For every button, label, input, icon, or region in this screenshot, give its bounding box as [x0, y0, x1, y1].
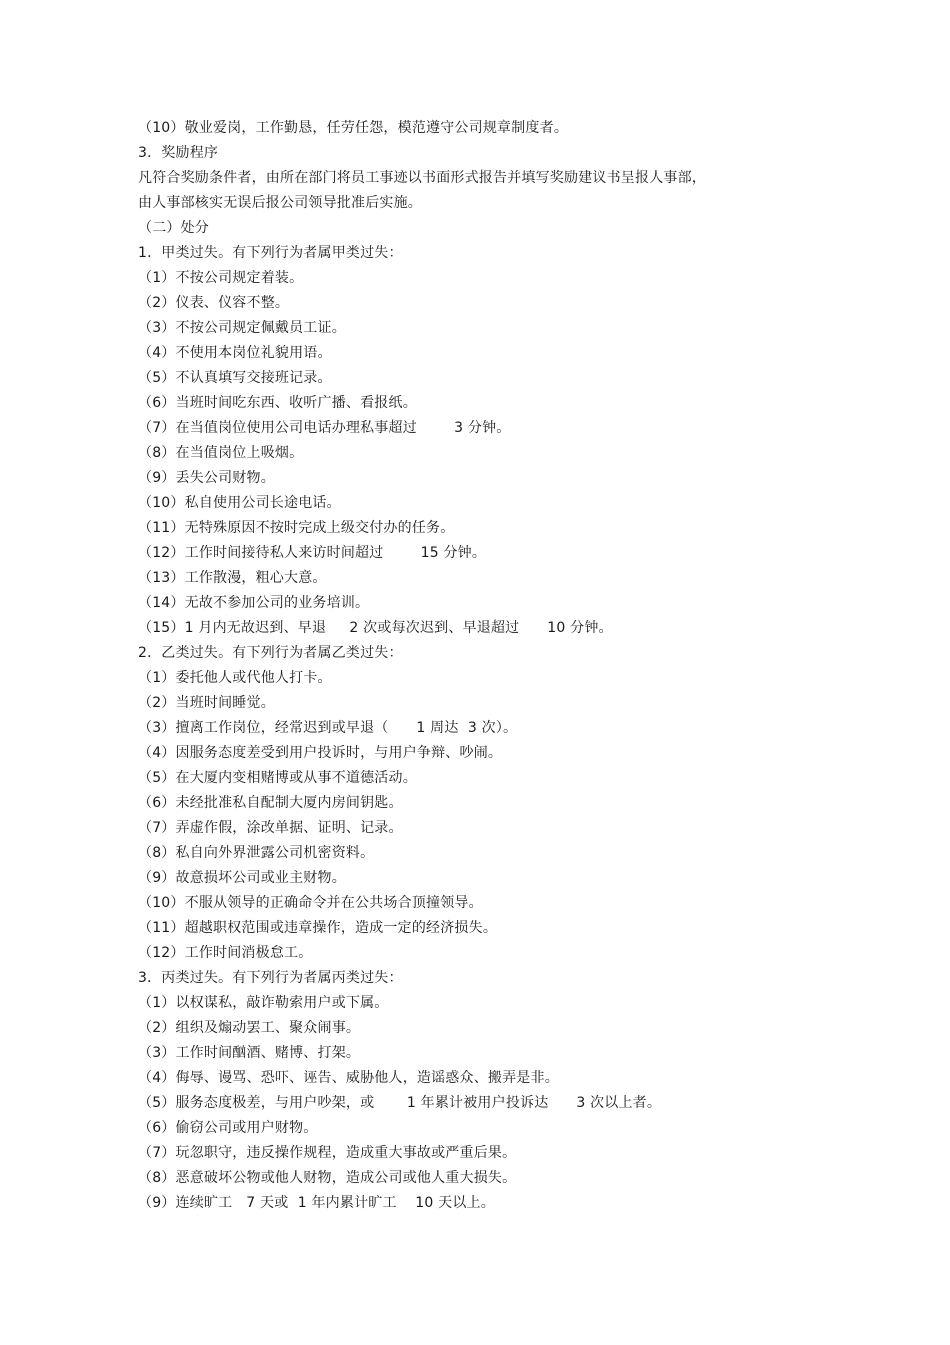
section-heading: 1．甲类过失。有下列行为者属甲类过失：: [138, 245, 403, 261]
list-item: （13）工作散漫，粗心大意。: [138, 570, 327, 586]
list-item: （3）不按公司规定佩戴员工证。: [138, 320, 346, 336]
list-item: （5）不认真填写交接班记录。: [138, 370, 332, 386]
list-item: （6）未经批准私自配制大厦内房间钥匙。: [138, 795, 403, 811]
text-line: 凡符合奖励条件者，由所在部门将员工事迹以书面形式报告并填写奖励建议书呈报人事部，: [138, 170, 706, 186]
section-heading: 2．乙类过失。有下列行为者属乙类过失：: [138, 645, 403, 661]
list-item: （1）以权谋私，敲诈勒索用户或下属。: [138, 995, 389, 1011]
list-item: （8）私自向外界泄露公司机密资料。: [138, 845, 375, 861]
list-item: （7）玩忽职守，违反操作规程，造成重大事故或严重后果。: [138, 1145, 517, 1161]
list-item: （6）当班时间吃东西、收听广播、看报纸。: [138, 395, 417, 411]
list-item: （12）工作时间消极怠工。: [138, 945, 313, 961]
list-item: （11）无特殊原因不按时完成上级交付办的任务。: [138, 520, 455, 536]
document-body: [138, 116, 838, 1216]
section-heading: 3．丙类过失。有下列行为者属丙类过失：: [138, 970, 403, 986]
list-item: （3）工作时间酗酒、赌博、打架。: [138, 1045, 361, 1061]
list-item: （11）超越职权范围或违章操作，造成一定的经济损失。: [138, 920, 498, 936]
list-item: （5）服务态度极差，与用户吵架，或 1 年累计被用户投诉达 3 次以上者。: [138, 1095, 662, 1111]
list-item: （9）连续旷工 7 天或 1 年内累计旷工 10 天以上。: [138, 1195, 495, 1211]
text-line: 由人事部核实无误后报公司领导批准后实施。: [138, 195, 422, 211]
list-item: （7）在当值岗位使用公司电话办理私事超过 3 分钟。: [138, 420, 511, 436]
list-item: （4）侮辱、谩骂、恐吓、诬告、威胁他人，造谣惑众、搬弄是非。: [138, 1070, 559, 1086]
list-item: （2）仪表、仪容不整。: [138, 295, 290, 311]
section-heading: 3．奖励程序: [138, 145, 219, 161]
section-heading: （二）处分: [138, 220, 209, 236]
list-item: （1）不按公司规定着装。: [138, 270, 304, 286]
text-line: （10）敬业爱岗，工作勤恳，任劳任怨，模范遵守公司规章制度者。: [138, 120, 569, 136]
list-item: （5）在大厦内变相赌博或从事不道德活动。: [138, 770, 417, 786]
list-item: （9）故意损坏公司或业主财物。: [138, 870, 346, 886]
list-item: （10）私自使用公司长途电话。: [138, 495, 341, 511]
list-item: （6）偷窃公司或用户财物。: [138, 1120, 318, 1136]
list-item: （2）当班时间睡觉。: [138, 695, 275, 711]
list-item: （10）不服从领导的正确命令并在公共场合顶撞领导。: [138, 895, 483, 911]
list-item: （1）委托他人或代他人打卡。: [138, 670, 332, 686]
list-item: （12）工作时间接待私人来访时间超过 15 分钟。: [138, 545, 487, 561]
list-item: （3）擅离工作岗位，经常迟到或早退（ 1 周达 3 次）。: [138, 720, 518, 736]
list-item: （15）1 月内无故迟到、早退 2 次或每次迟到、早退超过 10 分钟。: [138, 620, 613, 636]
list-item: （9）丢失公司财物。: [138, 470, 275, 486]
list-item: （7）弄虚作假，涂改单据、证明、记录。: [138, 820, 403, 836]
list-item: （8）在当值岗位上吸烟。: [138, 445, 304, 461]
list-item: （14）无故不参加公司的业务培训。: [138, 595, 370, 611]
list-item: （4）因服务态度差受到用户投诉时，与用户争辩、吵闹。: [138, 745, 503, 761]
list-item: （2）组织及煽动罢工、聚众闹事。: [138, 1020, 361, 1036]
list-item: （4）不使用本岗位礼貌用语。: [138, 345, 332, 361]
list-item: （8）恶意破坏公物或他人财物，造成公司或他人重大损失。: [138, 1170, 517, 1186]
